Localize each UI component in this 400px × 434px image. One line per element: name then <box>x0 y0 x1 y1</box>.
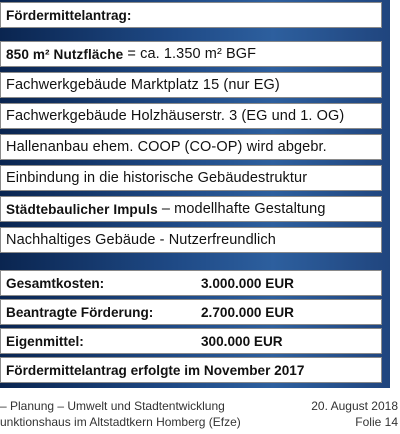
cost-label-eigenmittel: Eigenmittel: <box>6 333 84 349</box>
nachhaltig-text: Nachhaltiges Gebäude - Nutzerfreundlich <box>6 232 276 248</box>
nachhaltig-box <box>0 227 382 253</box>
cost-label-foerderung: Beantragte Förderung: <box>6 304 154 320</box>
cost-row-eigenmittel <box>0 328 382 354</box>
footer-department: – Planung – Umwelt und Stadtentwicklung <box>0 399 225 413</box>
item-box-4 <box>0 165 382 191</box>
area-bold-text: 850 m² Nutzfläche <box>6 46 124 62</box>
impuls-bold-text: Städtebaulicher Impuls <box>6 201 158 217</box>
item-box-3 <box>0 134 382 160</box>
item-text-1: Fachwerkgebäude Marktplatz 15 (nur EG) <box>6 77 280 93</box>
item-box-1 <box>0 72 382 98</box>
footer-slide-number: Folie 14 <box>355 415 398 429</box>
area-box <box>0 41 382 67</box>
cost-value-foerderung: 2.700.000 EUR <box>201 304 294 320</box>
item-text-2: Fachwerkgebäude Holzhäuserstr. 3 (EG und 1. OG) <box>6 108 345 124</box>
impuls-box <box>0 196 382 222</box>
impuls-rest-text: – modellhafte Gestaltung <box>157 201 326 217</box>
item-text-4: Einbindung in die historische Gebäudestruktur <box>6 170 308 186</box>
cost-value-gesamt: 3.000.000 EUR <box>201 275 294 291</box>
footer-date: 20. August 2018 <box>311 399 398 413</box>
slide-footer <box>0 393 400 434</box>
cost-label-gesamt: Gesamtkosten: <box>6 275 105 291</box>
title-text: Fördermittelantrag: <box>6 7 132 23</box>
footer-project: unktionshaus im Altstadtkern Homberg (Efze) <box>0 415 241 429</box>
title-box <box>0 2 382 28</box>
antrag-text: Fördermittelantrag erfolgte im November 2017 <box>6 362 305 378</box>
area-rest-text: = ca. 1.350 m² BGF <box>123 46 257 62</box>
antrag-box <box>0 357 382 383</box>
item-box-2 <box>0 103 382 129</box>
cost-value-eigenmittel: 300.000 EUR <box>201 333 283 349</box>
item-text-3: Hallenanbau ehem. COOP (CO-OP) wird abgebr. <box>6 139 327 155</box>
cost-row-gesamt <box>0 270 382 296</box>
cost-row-foerderung <box>0 299 382 325</box>
